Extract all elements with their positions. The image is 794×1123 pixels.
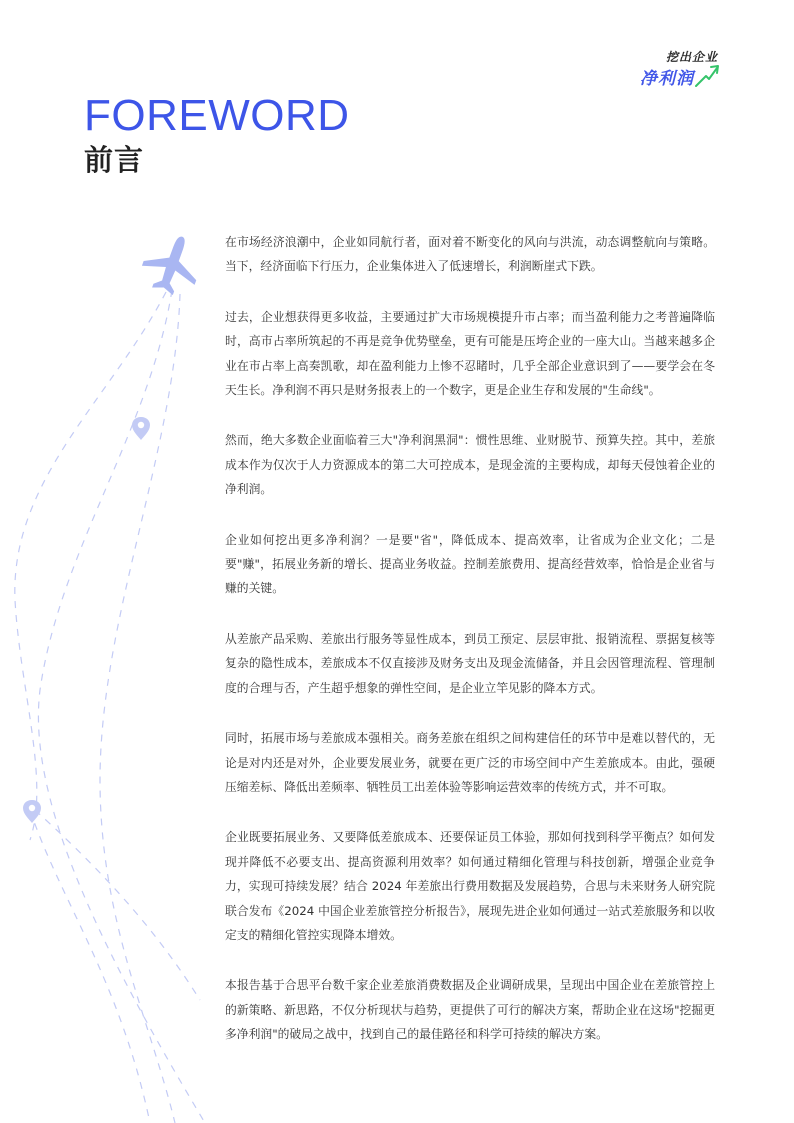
- paragraph: 同时，拓展市场与差旅成本强相关。商务差旅在组织之间构建信任的环节中是难以替代的，无论是对内还是对外，企业要发展业务，就要在更广泛的市场空间中产生差旅成本。由此，强硬压缩差标、降低出差频率、牺牲员工出差体验等影响运营效率的传统方式，并不可取。: [225, 731, 715, 794]
- logo-text-main: 净利润: [640, 69, 694, 89]
- paragraph: 企业既要拓展业务、又要降低差旅成本、还要保证员工体验，那如何找到科学平衡点？如何发现并降低不必要支出、提高资源利用效率？如何通过精细化管理与科技创新，增强企业竞争力，实现可持续发展？结合 2024 年差旅出行费用数据及发展趋势，合思与未来财务人研究院联合发布《2024 中国企业差旅管控分析报告》，展现先进企业如何通过一站式差旅服务和以收定支的精细化管控实现降本增效。: [225, 830, 715, 942]
- location-pin-icon: [132, 417, 150, 440]
- paragraph: 在市场经济浪潮中，企业如同航行者，面对着不断变化的风向与洪流，动态调整航向与策略。当下，经济面临下行压力，企业集体进入了低速增长，利润断崖式下跌。: [225, 235, 715, 274]
- paragraph: 本报告基于合思平台数千家企业差旅消费数据及企业调研成果，呈现出中国企业在差旅管控上的新策略、新思路，不仅分析现状与趋势，更提供了可行的解决方案，帮助企业在这场"挖掘更多净利润"的破局之战中，找到自己的最佳路径和科学可持续的解决方案。: [225, 978, 715, 1042]
- logo-text-top: 挖出企业: [665, 50, 718, 64]
- paragraph: 企业如何挖出更多净利润？一是要"省"，降低成本、提高效率，让省成为企业文化；二是要"赚"，拓展业务新的增长、提高业务收益。控制差旅费用、提高经营效率，恰恰是企业省与赚的关键。: [225, 532, 715, 596]
- paragraph: 然而，绝大多数企业面临着三大"净利润黑洞"：惯性思维、业财脱节、预算失控。其中，差旅成本作为仅次于人力资源成本的第二大可控成本，是现金流的主要构成，却每天侵蚀着企业的净利润。: [225, 433, 715, 497]
- page-title-en: FOREWORD: [84, 91, 350, 140]
- location-pin-icon: [23, 800, 41, 823]
- paragraph: 过去，企业想获得更多收益，主要通过扩大市场规模提升市占率；而当盈利能力之考普遍降临时，高市占率所筑起的不再是竞争优势壁垒，更有可能是压垮企业的一座大山。当越来越多企业在市占率上高奏凯歌，却在盈利能力上惨不忍睹时，几乎全部企业意识到了——要学会在冬天生长。净利润不再只是财务报表上的一个数字，更是企业生存和发展的"生命线"。: [225, 309, 715, 398]
- airplane-icon: [136, 227, 208, 301]
- page-title-zh: 前言: [84, 143, 145, 177]
- flight-path-decoration: [0, 220, 230, 1123]
- brand-logo: [636, 48, 724, 92]
- foreword-body: [225, 230, 715, 1073]
- trend-arrow-icon: [694, 62, 720, 88]
- paragraph: 从差旅产品采购、差旅出行服务等显性成本，到员工预定、层层审批、报销流程、票据复核等复杂的隐性成本，差旅成本不仅直接涉及财务支出及现金流储备，并且会因管理流程、管理制度的合理与否，产生超乎想象的弹性空间，是企业立竿见影的降本方式。: [225, 631, 715, 695]
